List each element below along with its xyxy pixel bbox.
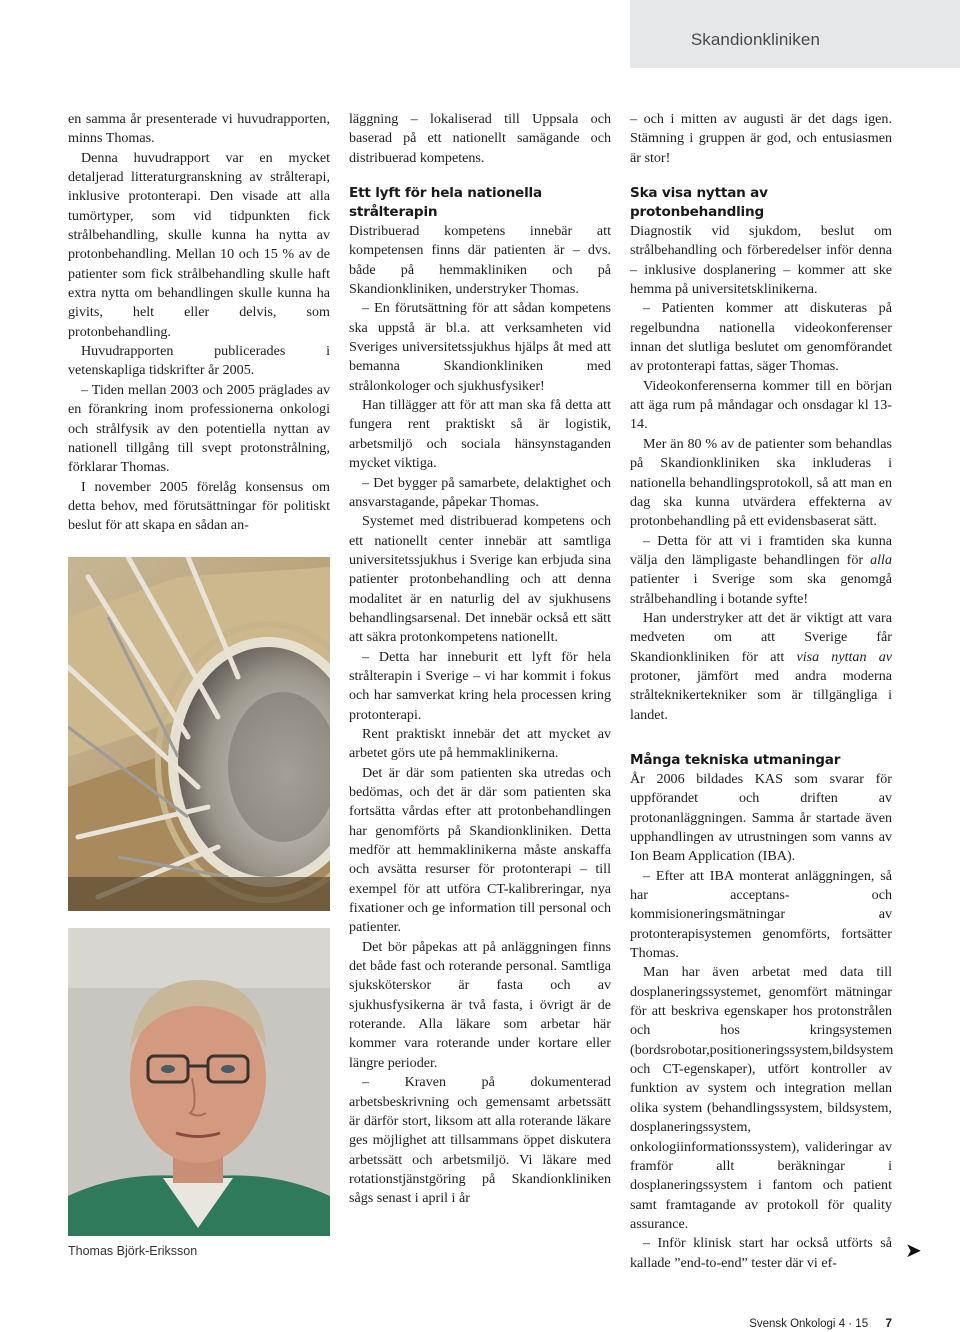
continue-arrow-icon: ➤ — [905, 1238, 922, 1262]
column-3 — [630, 110, 892, 1273]
paragraph: Man har även arbetat med data till dosplaneringssystemet, genomfört mätningar för att beskriva egenskaper hos protonstrålen och hos kringsystemen (bordsrobotar,positioneringssystem,bildsystem och CT-egenskaper), utfört kontroller av funktion av system och integration mellan olika system (behandlingssystem, bildsystem, dosplaneringssystem, onkologiinformationssystem), valideringar av framför allt beräkningar i dosplaneringssystem i fantom och patient samt framtagande av protokoll för quality assurance. — [630, 964, 894, 1232]
paragraph: Mer än 80 % av de patienter som behandlas på Skandionkliniken ska inkluderas i nationella behandlingsprotokoll, så att man en dag ska kunna utvärdera effekterna av protonbehandling på ett evidensbaserat sätt. — [630, 435, 892, 530]
paragraph: Han tillägger att för att man ska få detta att fungera rent praktiskt så är logistik, arbetsmiljö och sociala hänsynstaganden mycket viktiga. — [349, 397, 611, 472]
issue-number: 4 · 15 — [838, 1318, 869, 1330]
column-2 — [349, 110, 611, 1209]
portrait-illustration — [68, 928, 330, 1236]
section-heading: Ska visa nyttan av protonbehandling — [630, 185, 768, 221]
emphasis: visa nyttan av — [796, 648, 892, 665]
journal-name: Svensk Onkologi — [749, 1318, 836, 1330]
column-1 — [68, 110, 330, 536]
page-number: 7 — [885, 1316, 892, 1330]
paragraph: År 2006 bildades KAS som svarar för uppförandet och driften av protonanläggningen. Samma år startade även upphandlingen av utrustningen som vanns av Ion Beam Application (IBA). — [630, 770, 892, 865]
paragraph: – Inför klinisk start har också utförts så kallade ”end-to-end” tester där vi ef- — [630, 1235, 892, 1271]
section-title: Skandionkliniken — [690, 30, 820, 49]
paragraph: – Detta har inneburit ett lyft för hela strålterapin i Sverige – vi har kommit i fokus och har samverkat kring hela processen kring protonterapi. — [349, 648, 611, 723]
paragraph: – Det bygger på samarbete, delaktighet och ansvarstagande, påpekar Thomas. — [349, 474, 611, 510]
section-heading: Många tekniska utmaningar — [630, 751, 841, 768]
gantry-photo — [68, 557, 330, 911]
paragraph: Distribuerad kompetens innebär att kompetensen finns där patienten är – dvs. både på hemmakliniken och på Skandionkliniken, understryker Thomas. — [349, 223, 611, 298]
paragraph — [630, 532, 892, 609]
paragraph: Det är där som patienten ska utredas och bedömas, och det är där som patienten ska fortsätta vårdas efter att protonbehandlingen har genomförts på Skandionkliniken. Detta medför att hemmaklinikerna måste anskaffa och avsätta resurser för protonterapi – till exempel för att utföra CT-kalibreringar, nya fixationer och ge information till personal och patienter. — [349, 764, 611, 936]
page-footer — [749, 1316, 892, 1330]
section-heading: Ett lyft för hela nationella strålterapin — [349, 185, 542, 221]
paragraph: – Kraven på dokumenterad arbetsbeskrivning och gemensamt arbetssätt är därför stort, liksom att alla roterande läkare ges möjlighet att tillsammans öppet diskutera arbetssätt och arbetsmiljö. Vi läkare med rotationstjänstgöring på Skandionkliniken sågs senast i april i år — [349, 1074, 611, 1207]
paragraph: I november 2005 förelåg konsensus om detta behov, med förutsättningar för politiskt beslut för att skapa en sådan an- — [68, 478, 330, 534]
paragraph: Videokonferenserna kommer till en början att äga rum på måndagar och onsdagar kl 13-14. — [630, 377, 892, 433]
emphasis: alla — [870, 551, 892, 568]
paragraph: Systemet med distribuerad kompetens och ett nationellt center innebär att samtliga universitetssjukhus i Sverige kan erbjuda sina patienter protonbehandling och att denna modalitet är en naturlig del av sjukhusens behandlingsarsenal. Det innebär också ett sätt att säkra protonkompetens nationellt. — [349, 513, 611, 646]
paragraph: – En förutsättning för att sådan kompetens ska uppstå är bl.a. att verksamheten vid Sveriges universitetssjukhus hjälps åt med att bemanna Skandionkliniken med strålonkologer och sjukhusfysiker! — [349, 300, 611, 394]
photo-caption: Thomas Björk-Eriksson — [68, 1244, 198, 1258]
paragraph: – och i mitten av augusti är det dags igen. Stämning i gruppen är god, och entusiasmen är stor! — [630, 111, 892, 166]
paragraph — [630, 609, 892, 725]
paragraph: Det bör påpekas att på anläggningen finns det både fast och roterande personal. Samtliga sjuksköterskor är fasta och av sjukhusfysikerna är två fasta, i övrigt är de roterande. Alla läkare som arbetar här kommer vara roterande under kortare eller längre perioder. — [349, 938, 611, 1071]
text-run: protoner, jämfört med andra moderna strålteknikertekniker som är tillgängliga i landet. — [630, 667, 892, 723]
gantry-photo-illustration — [68, 557, 330, 911]
text-run: – Detta för att vi i framtiden ska kunna välja den lämpligaste behandlingen för — [630, 532, 892, 568]
paragraph: Denna huvudrapport var en mycket detaljerad litteraturgranskning av strålterapi, inklusive protonterapi. Den visade att alla tumörtyper, som vid tidpunkten fick strålbehandling, skulle kunna ha nytta av protonbehandling. Mellan 10 och 15 % av de patienter som fick strålbehandling skulle haft extra nytta om behandlingen skulle kunna ha givits, helt eller delvis, som protonbehandling. — [68, 149, 330, 340]
paragraph: – Efter att IBA monterat anläggningen, så har acceptans- och kommisioneringsmätningar av protonterapisystemen genomförts, fortsätter Thomas. — [630, 867, 892, 962]
paragraph: – Patienten kommer att diskuteras på regelbundna nationella videokonferenser innan det slutliga beslutet om genomförandet av protonterapi fattas, säger Thomas. — [630, 300, 892, 375]
portrait-photo — [68, 928, 330, 1236]
paragraph: Rent praktiskt innebär det att mycket av arbetet görs ute på hemmaklinikerna. — [349, 725, 611, 762]
paragraph: Diagnostik vid sjukdom, beslut om strålbehandling och förberedelser inför denna – inklusive dosplanering – kommer att ske hemma på universitetsklinikerna. — [630, 223, 892, 298]
paragraph: – Tiden mellan 2003 och 2005 präglades av en förankring inom professionerna onkologi och strålfysik av den potentiella nyttan av nationell tillgång till svept protonstrålning, förklarar Thomas. — [68, 381, 330, 476]
text-run: Han understryker att det är viktigt att vara medveten om att Sverige får Skandionkliniken för att — [630, 609, 892, 665]
text-run: patienter i Sverige som ska genomgå strålbehandling i botande syfte! — [630, 571, 892, 607]
paragraph: läggning – lokaliserad till Uppsala och baserad på ett nationellt samägande och distribuerad kompetens. — [349, 111, 611, 166]
paragraph: Huvudrapporten publicerades i vetenskapliga tidskrifter år 2005. — [68, 343, 330, 379]
paragraph: en samma år presenterade vi huvudrapporten, minns Thomas. — [68, 111, 330, 147]
